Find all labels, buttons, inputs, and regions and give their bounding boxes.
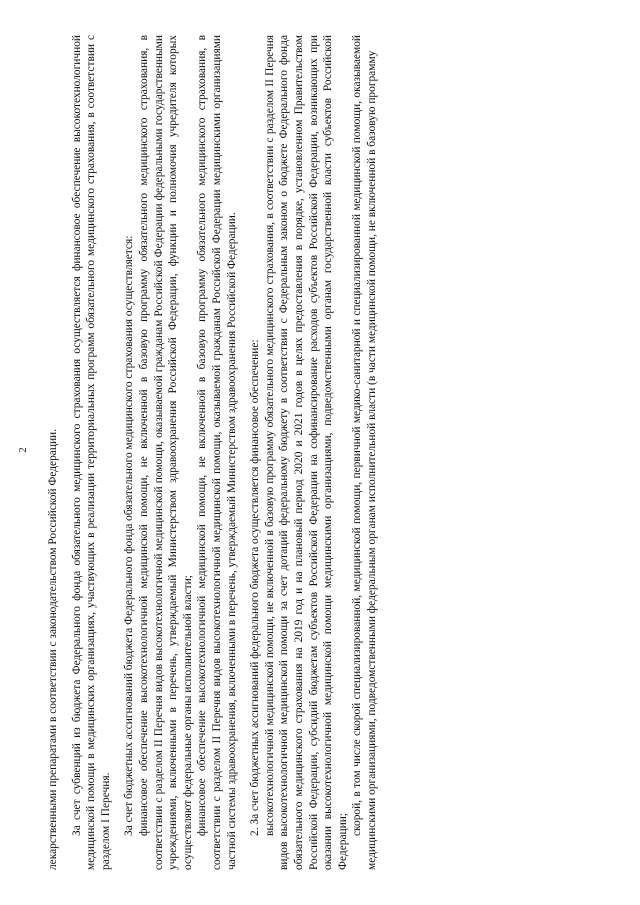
rotated-page-content — [6, 20, 606, 880]
document-body — [46, 35, 379, 870]
paragraph-continuation: лекарственными препаратами в соответствии с законодательством Российской Федерации. — [47, 429, 59, 870]
page-number: 2 — [18, 447, 29, 453]
paragraph-ffoms-budget: За счет бюджетных ассигнований бюджета Федерального фонда обязательного медицинского страхования осуществляется: — [123, 235, 136, 836]
paragraph-federal-institutions: финансовое обеспечение высокотехнологичной медицинской помощи, не включенной в базовую программу обязательного медицинского страхования, в соответствии с разделом II Перечня видов высокотехнологичной медицинской помощи, оказываемой гражданам Российской Федерации федеральными государственными учреждениями, включенными в перечень, утверждаемый Министерством здравоохранения Российской Федерации, функции и полномочия учредителя которых осуществляют федеральные органы исполнительной власти; — [137, 35, 194, 870]
paragraph-subventions: За счет субвенций из бюджета Федерального фонда обязательного медицинского страхования осуществляется финансовое обеспечение высокотехнологичной медицинской помощи в медицинских организациях, участвующих в реализации территориальных программ обязательного медицинского страхования, в соответствии с разделом I Перечня. — [70, 35, 112, 870]
paragraph-high-tech-care: высокотехнологичной медицинской помощи, не включенной в базовую программу обязательного медицинского страхования, в соответствии с разделом II Перечня видов высокотехнологичной медицинской помощи за счет дотаций федеральному бюджету в соответствии с Федеральным законом о бюджете Федерального фонда обязательного медицинского страхования на 2019 год и на плановый период 2020 и 2021 годов в целях предоставления в порядке, установленном Правительством Российской Федерации, субсидий бюджетам субъектов Российской Федерации на софинансирование расходов субъектов Российской Федерации, возникающих при оказании высокотехнологичной медицинской помощи медицинскими организациями, подведомственными органам государственной власти субъектов Российской Федерации; — [263, 35, 349, 870]
paragraph-emergency-care: скорой, в том числе скорой специализированной, медицинской помощи, первичной медико-санитарной и специализированной медицинской помощи, оказываемой медицинскими организациями, подведомственными федеральным органам исполнительной власти (в части медицинской помощи, не включенной в базовую программу — [351, 35, 378, 870]
paragraph-private-organizations: финансовое обеспечение высокотехнологичной медицинской помощи, не включенной в базовую программу обязательного медицинского страхования, в соответствии с разделом II Перечня видов высокотехнологичной медицинской помощи, оказываемой гражданам Российской Федерации медицинскими организациями частной системы здравоохранения, включенными в перечень, утверждаемый Министерством здравоохранения Российской Федерации. — [196, 35, 238, 870]
paragraph-federal-budget: 2. За счет бюджетных ассигнований федерального бюджета осуществляется финансовое обеспечение: — [249, 339, 262, 836]
